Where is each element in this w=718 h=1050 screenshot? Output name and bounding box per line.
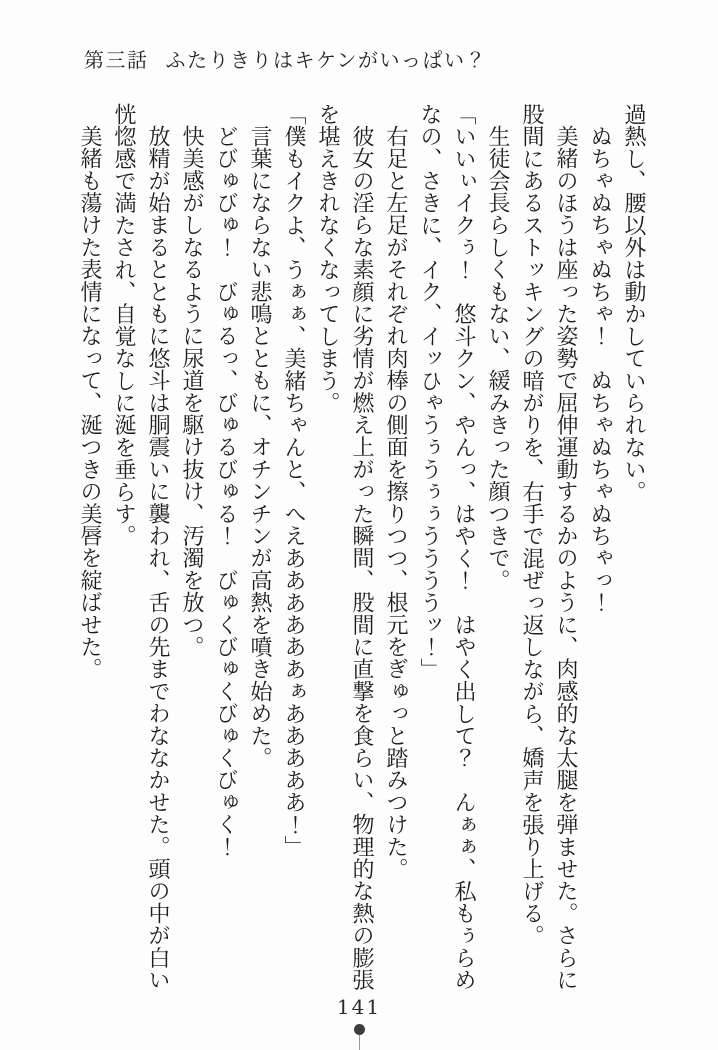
chapter-header bbox=[84, 44, 487, 73]
paragraph-4: 生徒会長らしくもない、緩みきった顔つきで。 bbox=[485, 125, 510, 592]
paragraph-1: 過熱し、腰以外は動かしていられない。 bbox=[621, 103, 646, 503]
binding-mark bbox=[353, 1024, 365, 1050]
paragraph-13: 美緒も蕩けた表情になって、涎つきの美唇を綻ばせた。 bbox=[77, 125, 102, 680]
body-text bbox=[72, 103, 650, 991]
paragraph-5: 「いいぃイクぅ！ 悠斗クン、やんっ、はやく！ はやく出して？ んぁぁ、私もぅらめなの、さきに、イク、イッひゃうぅうぅぅううううッ！」 bbox=[417, 103, 476, 991]
paragraph-9: 言葉にならない悲鳴とともに、オチンチンが高熱を噴き始めた。 bbox=[247, 125, 272, 769]
paragraph-2: ぬちゃぬちゃぬちゃ！ ぬちゃぬちゃぬちゃっ！ bbox=[587, 125, 612, 614]
paragraph-12: 放精が始まるとともに悠斗は胴震いに襲われ、舌の先までわななかせた。頭の中が白い恍惚感で満たされ、自覚なしに涎を垂らす。 bbox=[111, 103, 170, 991]
page-number: 141 bbox=[336, 995, 382, 1019]
paragraph-6: 右足と左足がそれぞれ肉棒の側面を擦りつつ、根元をぎゅっと踏みつけた。 bbox=[383, 125, 408, 880]
binding-line bbox=[359, 1035, 360, 1050]
paragraph-7: 彼女の淫らな素顔に劣情が燃え上がった瞬間、股間に直撃を食らい、物理的な熱の膨張を堪えきれなくなってしまう。 bbox=[315, 103, 374, 991]
paragraph-3: 美緒のほうは座った姿勢で屈伸運動するかのように、肉感的な太腿を弾ませた。さらに股間にあるストッキングの暗がりを、右手で混ぜっ返しながら、嬌声を張り上げる。 bbox=[519, 103, 578, 991]
paragraph-8: 「僕もイクよ、うぁぁ、美緒ちゃんと、へえああああああぁあああああ！」 bbox=[281, 103, 306, 858]
paragraph-11: 快美感がしなるように尿道を駆け抜け、汚濁を放つ。 bbox=[179, 125, 204, 658]
binding-dot-icon bbox=[354, 1024, 365, 1035]
chapter-title: ふたりきりはキケンがいっぱい？ bbox=[165, 48, 487, 72]
chapter-number: 第三話 bbox=[84, 48, 149, 72]
paragraph-10: どびゅびゅ！ びゅるっ、びゅるびゅる！ びゅくびゅくびゅくびゅく！ bbox=[213, 125, 238, 858]
